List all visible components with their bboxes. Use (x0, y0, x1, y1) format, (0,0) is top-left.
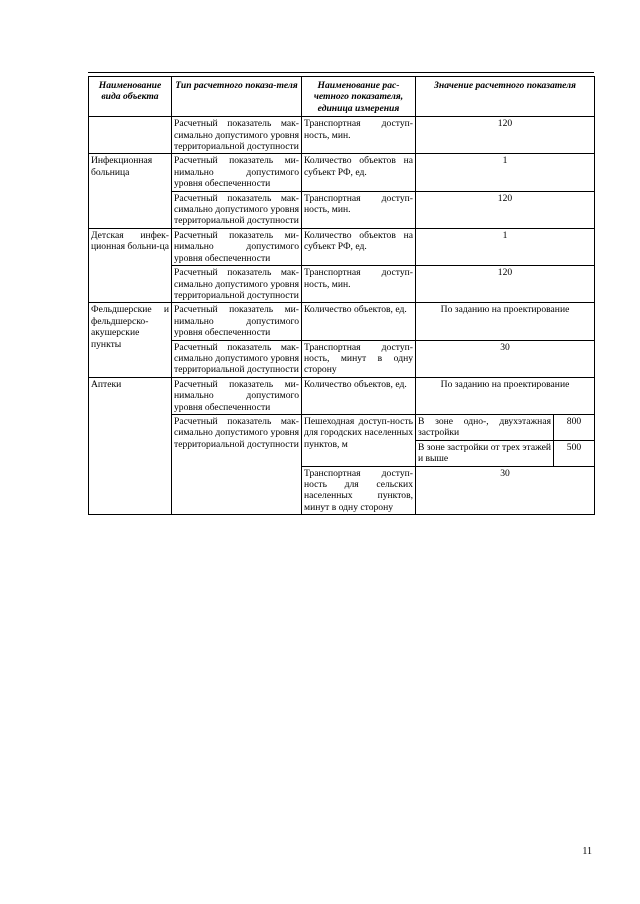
indicator-value-cell: 120 (416, 191, 595, 228)
object-name-cell: Аптеки (89, 377, 172, 514)
indicator-name-cell: Транспортная доступ-ность, мин. (302, 191, 416, 228)
indicator-type-cell: Расчетный показатель мак-симально допустимого уровня территориальной доступности (172, 340, 302, 377)
object-name-cell: Детская инфек-ционная больни-ца (89, 228, 172, 302)
header-indicator-type: Тип расчетного показа-теля (172, 77, 302, 117)
indicator-type-cell: Расчетный показатель ми-нимально допустимого уровня обеспеченности (172, 154, 302, 191)
table-row (89, 154, 595, 191)
zone-label-cell: В зоне застройки от трех этажей и выше (416, 440, 554, 466)
zone-label-cell: В зоне одно-, двухэтажная застройки (416, 414, 554, 440)
table-header-row (89, 77, 595, 117)
indicator-name-cell: Транспортная доступ-ность для сельских населенных пунктов, минут в одну сторону (302, 466, 416, 515)
standards-table (88, 76, 595, 515)
header-indicator-value: Значение расчетного показателя (416, 77, 595, 117)
table-row (89, 228, 595, 265)
header-object-type: Наименование вида объекта (89, 77, 172, 117)
page-number: 11 (582, 846, 592, 857)
indicator-type-cell: Расчетный показатель мак-симально допустимого уровня территориальной доступности (172, 266, 302, 303)
zone-value-cell: 500 (554, 440, 595, 466)
indicator-name-cell: Транспортная доступ-ность, мин. (302, 266, 416, 303)
indicator-value-cell: 120 (416, 117, 595, 154)
object-name-cell: Инфекционная больница (89, 154, 172, 228)
top-rule (88, 72, 594, 73)
indicator-name-cell: Количество объектов, ед. (302, 377, 416, 414)
table-row (89, 117, 595, 154)
indicator-value-cell: 30 (416, 466, 595, 515)
table-row (89, 377, 595, 414)
indicator-type-cell: Расчетный показатель мак-симально допустимого уровня территориальной доступности (172, 117, 302, 154)
indicator-name-cell: Количество объектов на субъект РФ, ед. (302, 154, 416, 191)
header-indicator-name: Наименование рас-четного показателя, единица измерения (302, 77, 416, 117)
indicator-name-cell: Пешеходная доступ-ность для городских населенных пунктов, м (302, 414, 416, 466)
indicator-value-cell: 120 (416, 266, 595, 303)
indicator-type-cell: Расчетный показатель мак-симально допустимого уровня территориальной доступности (172, 191, 302, 228)
indicator-value-cell: 30 (416, 340, 595, 377)
table-row (89, 303, 595, 340)
indicator-name-cell: Количество объектов на субъект РФ, ед. (302, 228, 416, 265)
object-name-cell: Фельдшерские и фельдшерско-акушерские пункты (89, 303, 172, 377)
indicator-name-cell: Транспортная доступ-ность, мин. (302, 117, 416, 154)
indicator-name-cell: Количество объектов, ед. (302, 303, 416, 340)
zone-value-cell: 800 (554, 414, 595, 440)
indicator-value-cell: 1 (416, 154, 595, 191)
indicator-name-cell: Транспортная доступ-ность, минут в одну сторону (302, 340, 416, 377)
indicator-type-cell: Расчетный показатель мак-симально допустимого уровня территориальной доступности (172, 414, 302, 514)
indicator-value-cell: По заданию на проектирование (416, 303, 595, 340)
indicator-value-cell: По заданию на проектирование (416, 377, 595, 414)
indicator-type-cell: Расчетный показатель ми-нимально допустимого уровня обеспеченности (172, 228, 302, 265)
indicator-value-cell: 1 (416, 228, 595, 265)
object-name-cell (89, 117, 172, 154)
indicator-type-cell: Расчетный показатель ми-нимально допустимого уровня обеспеченности (172, 303, 302, 340)
indicator-type-cell: Расчетный показатель ми-нимально допустимого уровня обеспеченности (172, 377, 302, 414)
